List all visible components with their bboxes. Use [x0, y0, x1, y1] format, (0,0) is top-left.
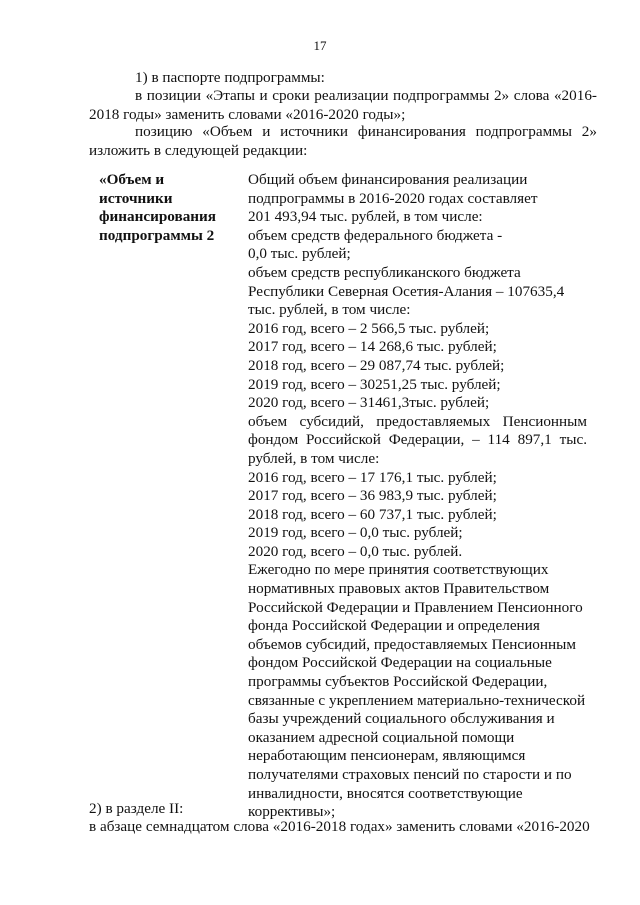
annual-line: Российской Федерации и Правлением Пенсионного: [248, 598, 583, 616]
subsidy-year-line: 2019 год, всего – 0,0 тыс. рублей;: [248, 524, 463, 542]
total-line: 0,0 тыс. рублей;: [248, 245, 351, 263]
subsidy-year-line: 2018 год, всего – 60 737,1 тыс. рублей;: [248, 505, 497, 523]
annual-line: программы субъектов Российской Федерации,: [248, 673, 548, 691]
annual-line: фондом Российской Федерации на социальные: [248, 654, 552, 672]
position-paragraph: позицию «Объем и источники финансирования подпрограммы 2» изложить в следующей редакции:: [89, 123, 597, 159]
page-number: 17: [313, 38, 327, 53]
item-1-heading: 1) в паспорте подпрограммы:: [135, 69, 325, 86]
total-line: 201 493,94 тыс. рублей, в том числе:: [248, 208, 483, 226]
republic-year-line: 2016 год, всего – 2 566,5 тыс. рублей;: [248, 319, 490, 337]
annual-line: оказанием адресной социальной помощи: [248, 728, 515, 746]
total-line: объем средств республиканского бюджета: [248, 263, 521, 281]
total-line: объем средств федерального бюджета -: [248, 226, 503, 244]
republic-year-line: 2020 год, всего – 31461,3тыс. рублей;: [248, 394, 490, 412]
annual-line: коррективы»;: [248, 803, 336, 821]
annual-line: неработающим пенсионерам, являющимся: [248, 747, 526, 765]
table-label: [99, 171, 229, 245]
table-label-line: финансирования: [99, 208, 217, 226]
subsidy-year-line: 2017 год, всего – 36 983,9 тыс. рублей;: [248, 487, 497, 505]
annual-line: фонда Российской Федерации и определения: [248, 617, 540, 635]
total-line: Республики Северная Осетия-Алания – 107635,4: [248, 282, 565, 300]
annual-line: связанные с укреплением материально-технической: [248, 691, 586, 709]
total-line: подпрограммы в 2016-2020 годах составляет: [248, 189, 538, 207]
table-label-line: «Объем и: [99, 171, 165, 188]
annual-line: получателями страховых пенсий по старости и по: [248, 766, 572, 783]
total-line: тыс. рублей, в том числе:: [248, 301, 411, 319]
annual-line: инвалидности, вносятся соответствующие: [248, 784, 523, 802]
table-label-line: подпрограммы 2: [99, 226, 215, 244]
table-label-line: источники: [99, 189, 173, 207]
annual-line: нормативных правовых актов Правительством: [248, 580, 550, 598]
subsidy-year-line: 2020 год, всего – 0,0 тыс. рублей.: [248, 542, 463, 560]
table-content: [248, 171, 587, 822]
republic-year-line: 2018 год, всего – 29 087,74 тыс. рублей;: [248, 356, 505, 374]
subsidy-year-line: 2016 год, всего – 17 176,1 тыс. рублей;: [248, 468, 497, 486]
total-line: Общий объем финансирования реализации: [248, 171, 528, 188]
section-2-heading: 2) в разделе II:: [89, 800, 184, 817]
republic-year-line: 2019 год, всего – 30251,25 тыс. рублей;: [248, 375, 501, 393]
stage-paragraph: в позиции «Этапы и сроки реализации подпрограммы 2» слова «2016-2018 годы» заменить словами «2016-2020 годы»;: [89, 87, 597, 123]
annual-line: объемов субсидий, предоставляемых Пенсионным: [248, 635, 576, 653]
section-2-paragraph: в абзаце семнадцатом слова «2016-2018 годах» заменить словами «2016-2020: [89, 818, 590, 835]
annual-line: базы учреждений социального обслуживания и: [248, 710, 555, 728]
subsidy-paragraph: объем субсидий, предоставляемых Пенсионным фондом Российской Федерации, – 114 897,1 тыс. рублей, в том числе:: [248, 412, 587, 467]
annual-line: Ежегодно по мере принятия соответствующих: [248, 561, 549, 579]
republic-year-line: 2017 год, всего – 14 268,6 тыс. рублей;: [248, 338, 497, 356]
